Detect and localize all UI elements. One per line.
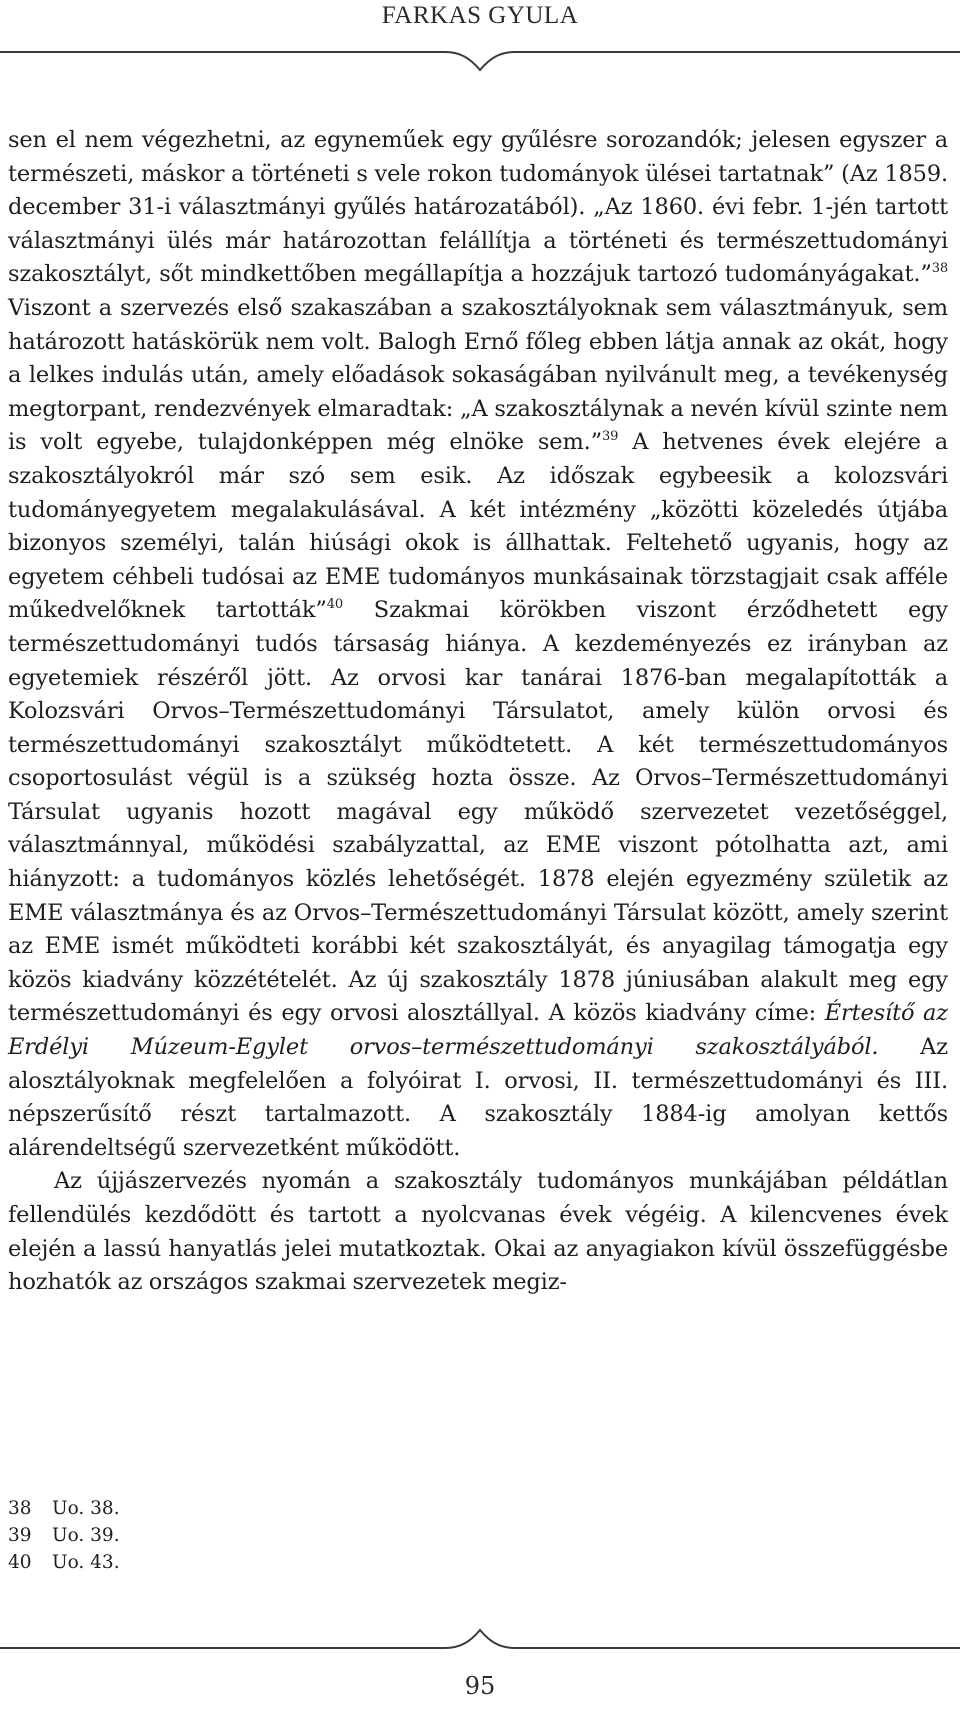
footnote-ref-40: 40 xyxy=(326,597,344,613)
journal-title: Értesítő az Erdélyi Múzeum-Egylet orvos–természettudományi szakosztályából. xyxy=(8,1000,949,1061)
footnote-text: Uo. 38. xyxy=(52,1498,120,1519)
footnote-number: 39 xyxy=(8,1525,32,1546)
footnote-number: 40 xyxy=(8,1552,32,1573)
paragraph-1-part-c: A hetvenes évek elejére a szakosztályokról már szó sem esik. Az időszak egybeesik a kolozsvári tudományegyetem megalakulásával. A két intézmény „közötti közeledés útjába bizonyos személyi, talán hiúsági okok is állhattak. Feltehető ugyanis, hogy az egyetem céhbeli tudósai az EME tudományos munkásainak törzstagjait csak afféle műkedvelőknek tartották” xyxy=(8,429,948,624)
running-title: FARKAS GYULA xyxy=(381,2,579,29)
footnote-38 xyxy=(8,1495,608,1522)
paragraph-1 xyxy=(8,124,948,1165)
paragraph-1-part-e: Az alosztályoknak megfelelően a folyóirat I. orvosi, II. természettudományi és III. népszerűsítő részt tartalmazott. A szakosztály 1884-ig amolyan kettős alárendeltségű szervezetként működött. xyxy=(8,1034,948,1161)
footnote-ref-39: 39 xyxy=(602,429,619,445)
footnote-ref-38: 38 xyxy=(931,261,948,277)
footnote-40 xyxy=(8,1549,608,1576)
body-text xyxy=(8,124,948,1300)
paragraph-1-part-b: Viszont a szervezés első szakaszában a szakosztályoknak sem választmányuk, sem határozott hatáskörük nem volt. Balogh Ernő főleg ebben látja annak az okát, hogy a lelkes indulás után, amely előadások sokaságában nyilvánult meg, a tevékenység megtorpant, rendezvények elmaradtak: „A szakosztálynak a nevén kívül szinte nem is volt egyebe, tulajdonképpen még elnöke sem.” xyxy=(8,294,948,456)
paragraph-2: Az újjászervezés nyomán a szakosztály tudományos munkájában példátlan fellendülés kezdődött és tartott a nyolcvanas évek végéig. A kilencvenes évek elején a lassú hanyatlás jelei mutatkoztak. Okai az anyagiakon kívül összefüggésbe hozhatók az országos szakmai szervezetek megiz- xyxy=(8,1168,948,1296)
header-divider xyxy=(0,48,960,88)
paragraph-1-part-a: sen el nem végezhetni, az egyneműek egy gyűlésre sorozandók; jelesen egyszer a természeti, máskor a történeti s vele rokon tudományok ülései tartatnak” (Az 1859. december 31-i választmányi gyűlés határozatából). „Az 1860. évi febr. 1-jén tartott választmányi ülés már határozottan felállítja a történeti és természettudományi szakosztályt, sőt mindkettőben megállapítja a hozzájuk tartozó tudományágakat.” xyxy=(8,127,948,288)
footnote-text: Uo. 43. xyxy=(52,1552,120,1573)
page-number: 95 xyxy=(464,1672,496,1700)
footer-divider xyxy=(0,1616,960,1652)
footnote-text: Uo. 39. xyxy=(52,1525,120,1546)
footnote-number: 38 xyxy=(8,1498,32,1519)
footnotes xyxy=(8,1495,608,1576)
paragraph-1-part-d: Szakmai körökben viszont érződhetett egy természettudományi tudós társaság hiánya. A kezdeményezés ez irányban az egyetemiek részéről jött. Az orvosi kar tanárai 1876-ban megalapították a Kolozsvári Orvos–Természettudományi Társulatot, amely külön orvosi és természettudományi szakosztályt működtetett. A két természettudományos csoportosulást végül is a szükség hozta össze. Az Orvos–Természettudományi Társulat ugyanis hozott magával egy működő szervezetet vezetőséggel, választmánnyal, működési szabályzattal, az EME viszont pótolhatta azt, ami hiányzott: a tudományos közlés lehetőségét. 1878 elején egyezmény születik az EME választmánya és az Orvos–Természettudományi Társulat között, amely szerint az EME ismét működteti korábbi két szakosztályát, és anyagilag támogatja egy közös kiadvány közzétételét. Az új szakosztály 1878 júniusában alakult meg egy természettudományi és egy orvosi alosztállyal. A közös kiadvány címe: xyxy=(8,597,948,1027)
footnote-39 xyxy=(8,1522,608,1549)
